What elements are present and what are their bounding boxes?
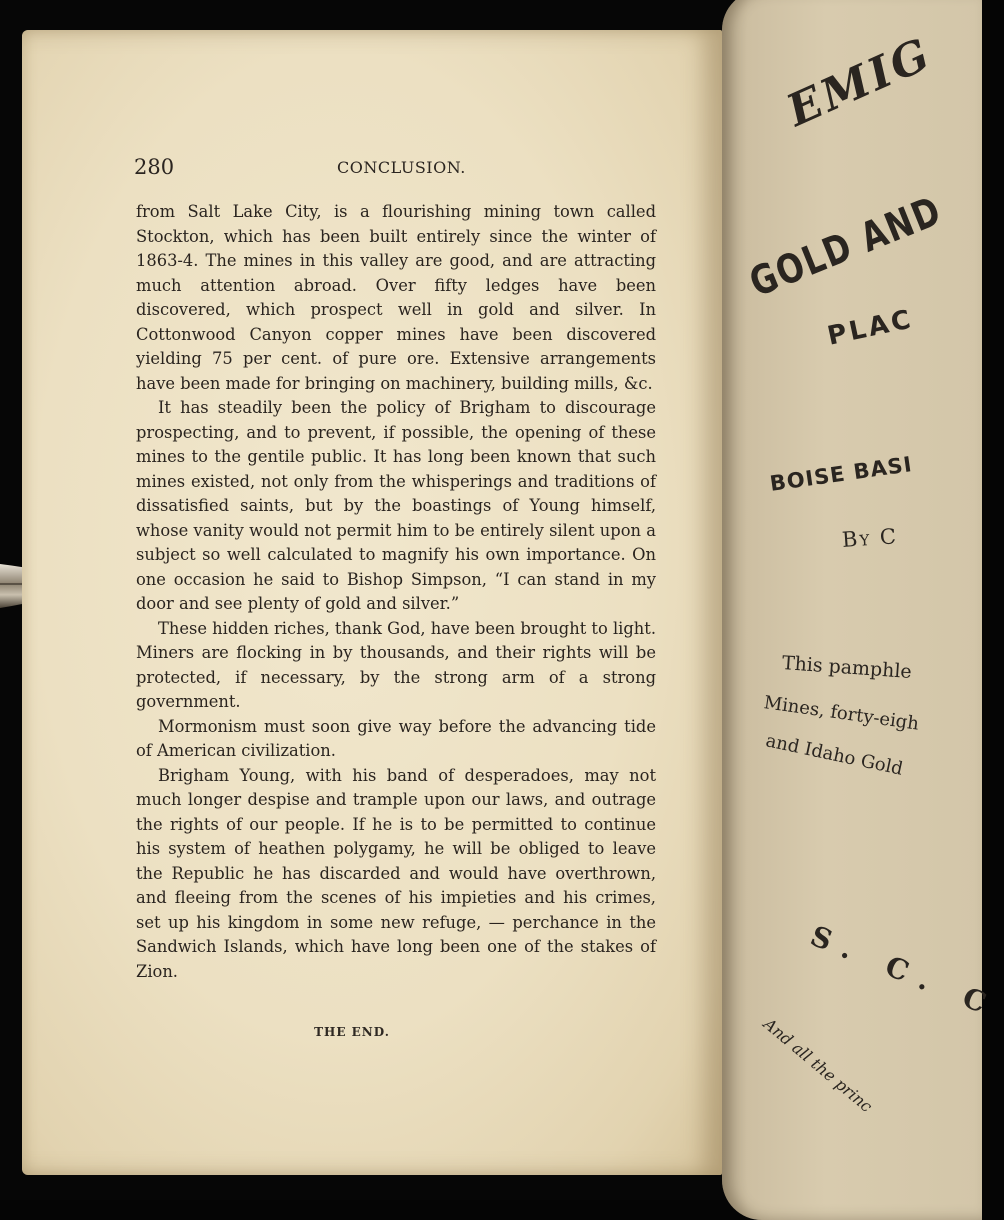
paragraph: It has steadily been the policy of Brigham to discourage prospecting, and to prevent, if possible, the opening of these mines to the gentile public. It has long been known that such mines existed, not only from the whisperings and traditions of dissatisfied saints, but by the boastings of Young himself, whose vanity would not permit him to be entirely silent upon a subject so well calculated to magnify his own importance. On one occasion he said to Bishop Simpson, “I can stand in my door and see plenty of gold and silver.”	[136, 398, 656, 613]
right-page-line: BOISE BASI	[768, 452, 914, 496]
right-page-line: S. C. C	[805, 919, 1004, 1025]
right-page-line: Mines, forty-eigh	[762, 692, 921, 735]
body-text	[136, 200, 656, 984]
right-page-line: By C	[841, 524, 899, 552]
right-page-line: This pamphle	[781, 652, 913, 684]
the-end: THE END.	[314, 1025, 390, 1039]
right-page-line: EMIG	[779, 28, 940, 137]
page-number: 280	[134, 155, 175, 179]
right-page-line: and Idaho Gold	[763, 730, 905, 780]
right-page-line: PLAC	[824, 304, 917, 352]
right-page-line: GOLD AND	[743, 187, 949, 307]
right-page	[722, 0, 982, 1220]
paragraph: from Salt Lake City, is a flourishing mining town called Stockton, which has been built entirely since the winter of 1863-4. The mines in this valley are good, and are attracting much attention abroad. Over fifty ledges have been discovered, which prospect well in gold and silver. In Cottonwood Canyon copper mines have been discovered yielding 75 per cent. of pure ore. Extensive arrangements have been made for bringing on machinery, building mills, &c.	[136, 202, 656, 393]
paragraph: Mormonism must soon give way before the advancing tide of American civilization.	[136, 716, 656, 760]
paragraph: Brigham Young, with his band of desperadoes, may not much longer despise and trample upon our laws, and outrage the rights of our people. If he is to be permitted to continue his system of heathen polygamy, he will be obliged to leave the Republic he has discarded and would have overthrown, and fleeing from the scenes of his impieties and his crimes, set up his kingdom in some new refuge, — perchance in the Sandwich Islands, which have long been one of the stakes of Zion.	[136, 765, 656, 981]
running-title: CONCLUSION.	[337, 158, 466, 177]
right-page-line: And all the princ	[759, 1014, 876, 1116]
left-page	[22, 30, 722, 1175]
paragraph: These hidden riches, thank God, have been brought to light. Miners are flocking in by thousands, and their rights will be protected, if necessary, by the strong arm of a strong government.	[136, 618, 656, 711]
